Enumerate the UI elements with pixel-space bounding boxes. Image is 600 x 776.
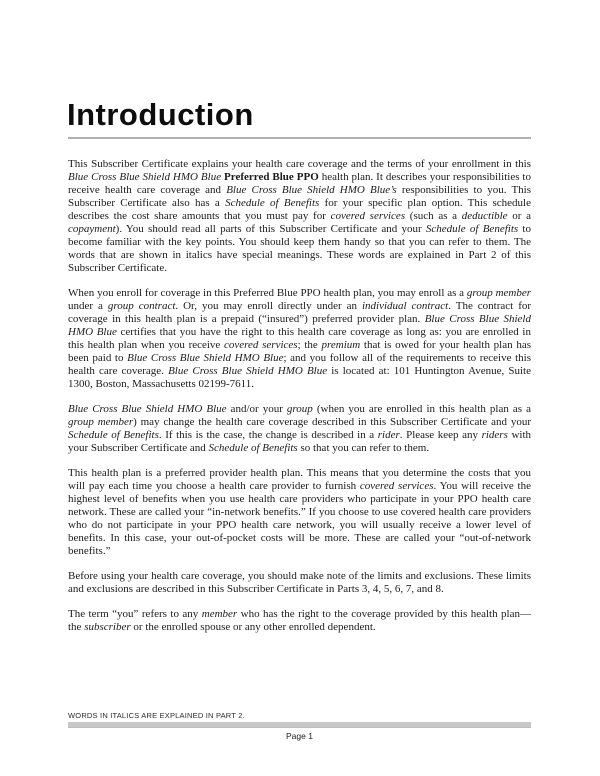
text-run: ) may change the health care coverage described in this Subscriber Certificate and your [133,416,532,428]
italic-text-run: covered services [330,210,406,222]
text-run: who has the right to the coverage provided by this health plan—the [68,608,531,633]
text-run: or a [507,210,532,222]
page-number-label: Page 1 [286,731,313,741]
italic-text-run: Schedule of Benefits [68,429,159,441]
italic-text-run: group contract [107,300,176,312]
italic-text-run: Schedule of Benefits [225,197,320,209]
italic-text-run: rider [377,429,400,441]
text-run: . Or, you may enroll directly under an [175,300,362,312]
text-run: Before using your health care coverage, you should make note of the limits and exclusions. These limits and exclusions are described in this Subscriber Certificate in Parts 3, 4, 5, 6, 7, and 8. [68,570,531,595]
text-run: certifies that you have the right to this health care coverage as long as: you are enrolled in this health plan when you receive [68,326,531,351]
text-run: to become familiar with the key points. You should keep them handy so that you can refer to them. The words that are shown in italics have special meanings. These words are explained in Part 2 of this Subscriber Certificate. [68,223,531,274]
body-paragraphs [68,158,531,646]
text-run: or the enrolled spouse or any other enrolled dependent. [130,621,376,633]
text-run: ; the [297,339,322,351]
text-run: (such as a [405,210,462,222]
text-run: . If this is the case, the change is described in a [158,429,378,441]
body-paragraph [68,570,531,596]
italic-text-run: individual contract [361,300,449,312]
italic-text-run: covered services [224,339,298,351]
text-run: (when you are enrolled in this health plan as a [312,403,531,415]
italic-text-run: Blue Cross Blue Shield HMO Blue’s [226,184,397,196]
text-run: that is owed for your health plan has been paid to [68,339,531,364]
italic-text-run: copayment [68,223,116,235]
italic-text-run: riders [481,429,508,441]
italic-text-run: Schedule of Benefits [208,442,298,454]
body-paragraph [68,467,531,558]
italic-text-run: group member [68,416,134,428]
italic-text-run: Blue Cross Blue Shield HMO Blue [68,171,222,183]
footer-bar [68,722,531,728]
text-run: ). You should read all parts of this Subscriber Certificate and your [115,223,426,235]
body-paragraph [68,287,531,391]
text-run: This health plan is a preferred provider health plan. This means that you determine the costs that you will pay each time you choose a health care provider to furnish [68,467,531,492]
text-run: responsibilities to you. This Subscriber Certificate also has a [68,184,531,209]
page-title: Introduction [67,97,254,132]
italic-text-run: Blue Cross Blue Shield HMO Blue [127,352,284,364]
text-run: This Subscriber Certificate explains your health care coverage and the terms of your enrollment in this [68,158,531,170]
italic-text-run: group member [466,287,531,299]
text-run: and/or your [226,403,287,415]
italic-text-run: premium [321,339,361,351]
text-run: so that you can refer to them. [297,442,430,454]
text-run: is located at: 101 Huntington Avenue, Suite 1300, Boston, Massachusetts 02199-7611. [68,365,531,390]
text-run: . You will receive the highest level of benefits when you use health care providers who participate in your PPO health care network. These are called your “in-network benefits.” If you choose to use covered health care providers who do not participate in your PPO health care network, you will usually receive a lower level of benefits. In this case, your out-of-pocket costs will be more. These are called your “out-of-network benefits.” [68,480,531,557]
italic-text-run: Blue Cross Blue Shield HMO Blue [168,365,328,377]
text-run: . The contract for coverage in this health plan is a prepaid (“insured”) preferred provider plan. [68,300,532,325]
text-run: under a [68,300,108,312]
footer-note: WORDS IN ITALICS ARE EXPLAINED IN PART 2. [68,711,245,720]
italic-text-run: subscriber [84,621,131,633]
bold-text-run: Preferred Blue PPO [224,171,319,183]
body-paragraph [68,158,531,275]
italic-text-run: member [201,608,238,620]
text-run: When you enroll for coverage in this Preferred Blue PPO health plan, you may enroll as a [68,287,467,299]
italic-text-run: deductible [461,210,508,222]
body-paragraph [68,403,531,455]
italic-text-run: group [286,403,313,415]
text-run: health plan. It describes your responsibilities to receive health care coverage and [68,171,531,196]
text-run: with your Subscriber Certificate and [68,429,531,454]
italic-text-run: Blue Cross Blue Shield HMO Blue [68,313,531,338]
body-paragraph [68,608,531,634]
italic-text-run: Blue Cross Blue Shield HMO Blue [68,403,227,415]
text-run: for your specific plan option. This schedule describes the cost share amounts that you must pay for [68,197,531,222]
title-rule [68,137,531,139]
italic-text-run: Schedule of Benefits [425,223,519,235]
text-run: . Please keep any [399,429,482,441]
text-run: ; and you follow all of the requirements to receive this health care coverage. [68,352,532,377]
text-run: The term “you” refers to any [68,608,202,620]
italic-text-run: covered services [359,480,434,492]
